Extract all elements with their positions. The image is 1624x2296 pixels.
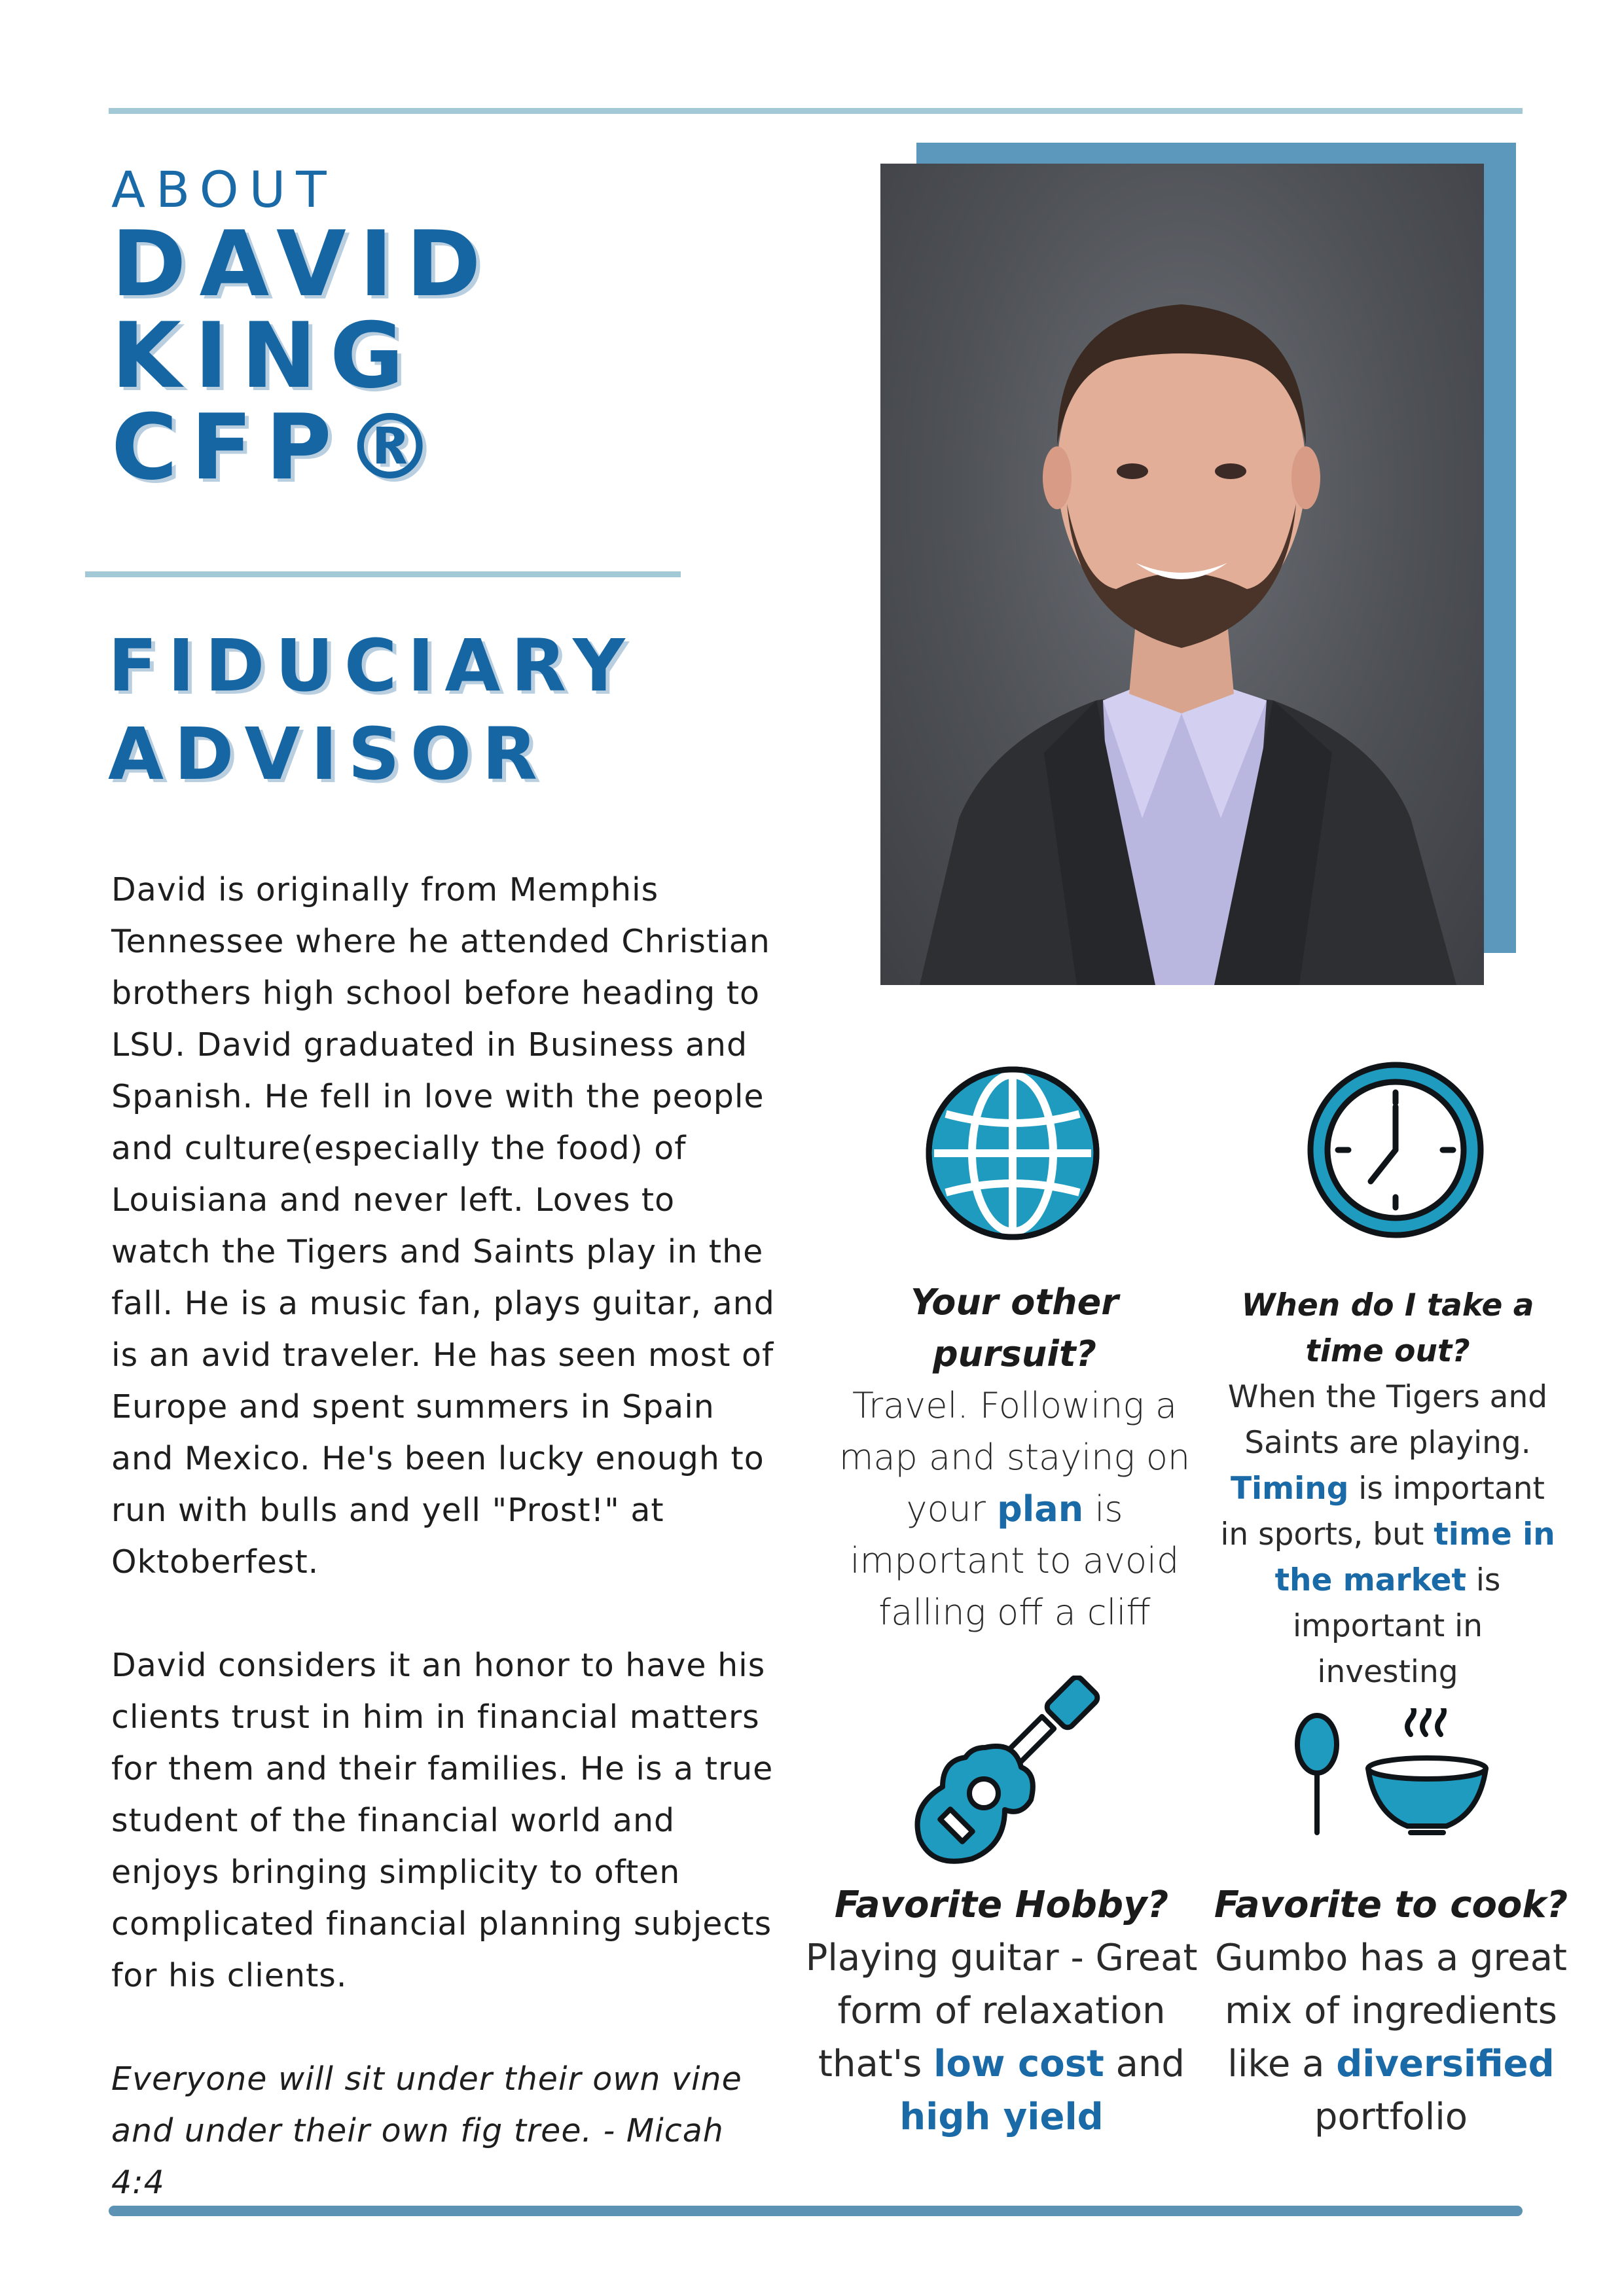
advisor-portrait	[880, 164, 1484, 985]
card-hobby-question: Favorite Hobby?	[834, 1884, 1169, 1926]
advisor-name	[111, 211, 494, 500]
guitar-icon	[907, 1676, 1103, 1872]
card-travel	[828, 1276, 1201, 1638]
role-line-2: ADVISOR	[108, 712, 548, 796]
bottom-divider	[109, 2206, 1523, 2216]
soup-bowl-icon	[1293, 1708, 1492, 1839]
name-line-3: CFP®	[111, 395, 448, 500]
clock-icon	[1303, 1057, 1489, 1244]
globe-icon	[920, 1060, 1106, 1247]
card-cook-question: Favorite to cook?	[1214, 1884, 1568, 1926]
role-line-1: FIDUCIARY	[108, 624, 636, 708]
card-travel-answer: Travel. Following a map and staying on your plan is important to avoid falling off a cliff	[839, 1385, 1191, 1633]
portrait-illustration	[880, 164, 1484, 985]
bio-text	[111, 864, 779, 2260]
card-cook	[1208, 1878, 1574, 2144]
card-travel-question: Your other pursuit?	[911, 1282, 1119, 1374]
top-divider	[109, 108, 1523, 114]
bio-quote: Everyone will sit under their own vine and under their own fig tree. - Micah 4:4	[111, 2060, 742, 2201]
name-line-2: KING	[111, 303, 418, 408]
about-label: ABOUT	[111, 160, 337, 219]
bio-paragraph-1: David is originally from Memphis Tennessee where he attended Christian brothers high school before heading to LSU. David graduated in Business and Spanish. He fell in love with the people and culture(especially the food) of Louisiana and never left. Loves to watch the Tigers and Saints play in the fall. He is a music fan, plays guitar, and is an avid traveler. He has seen most of Europe and spent summers in Spain and Mexico. He's been lucky enough to run with bulls and yell "Prost!" at Oktoberfest.	[111, 871, 775, 1581]
name-line-1: DAVID	[111, 211, 494, 317]
card-timeout	[1218, 1283, 1558, 1695]
card-cook-answer: Gumbo has a great mix of ingredients like a diversified portfolio	[1214, 1937, 1567, 2138]
card-hobby	[805, 1878, 1198, 2144]
card-timeout-question: When do I take a time out?	[1241, 1287, 1534, 1369]
title-divider	[85, 571, 681, 577]
card-timeout-answer: When the Tigers and Saints are playing. Timing is important in sports, but time in the market is important in investing	[1220, 1379, 1555, 1690]
advisor-role	[108, 622, 636, 798]
card-hobby-answer: Playing guitar - Great form of relaxation that's low cost and high yield	[805, 1937, 1198, 2138]
bio-paragraph-2: David considers it an honor to have his clients trust in him in financial matters for them and their families. He is a true student of the financial world and enjoys bringing simplicity to often complicated financial planning subjects for his clients.	[111, 1647, 774, 1994]
